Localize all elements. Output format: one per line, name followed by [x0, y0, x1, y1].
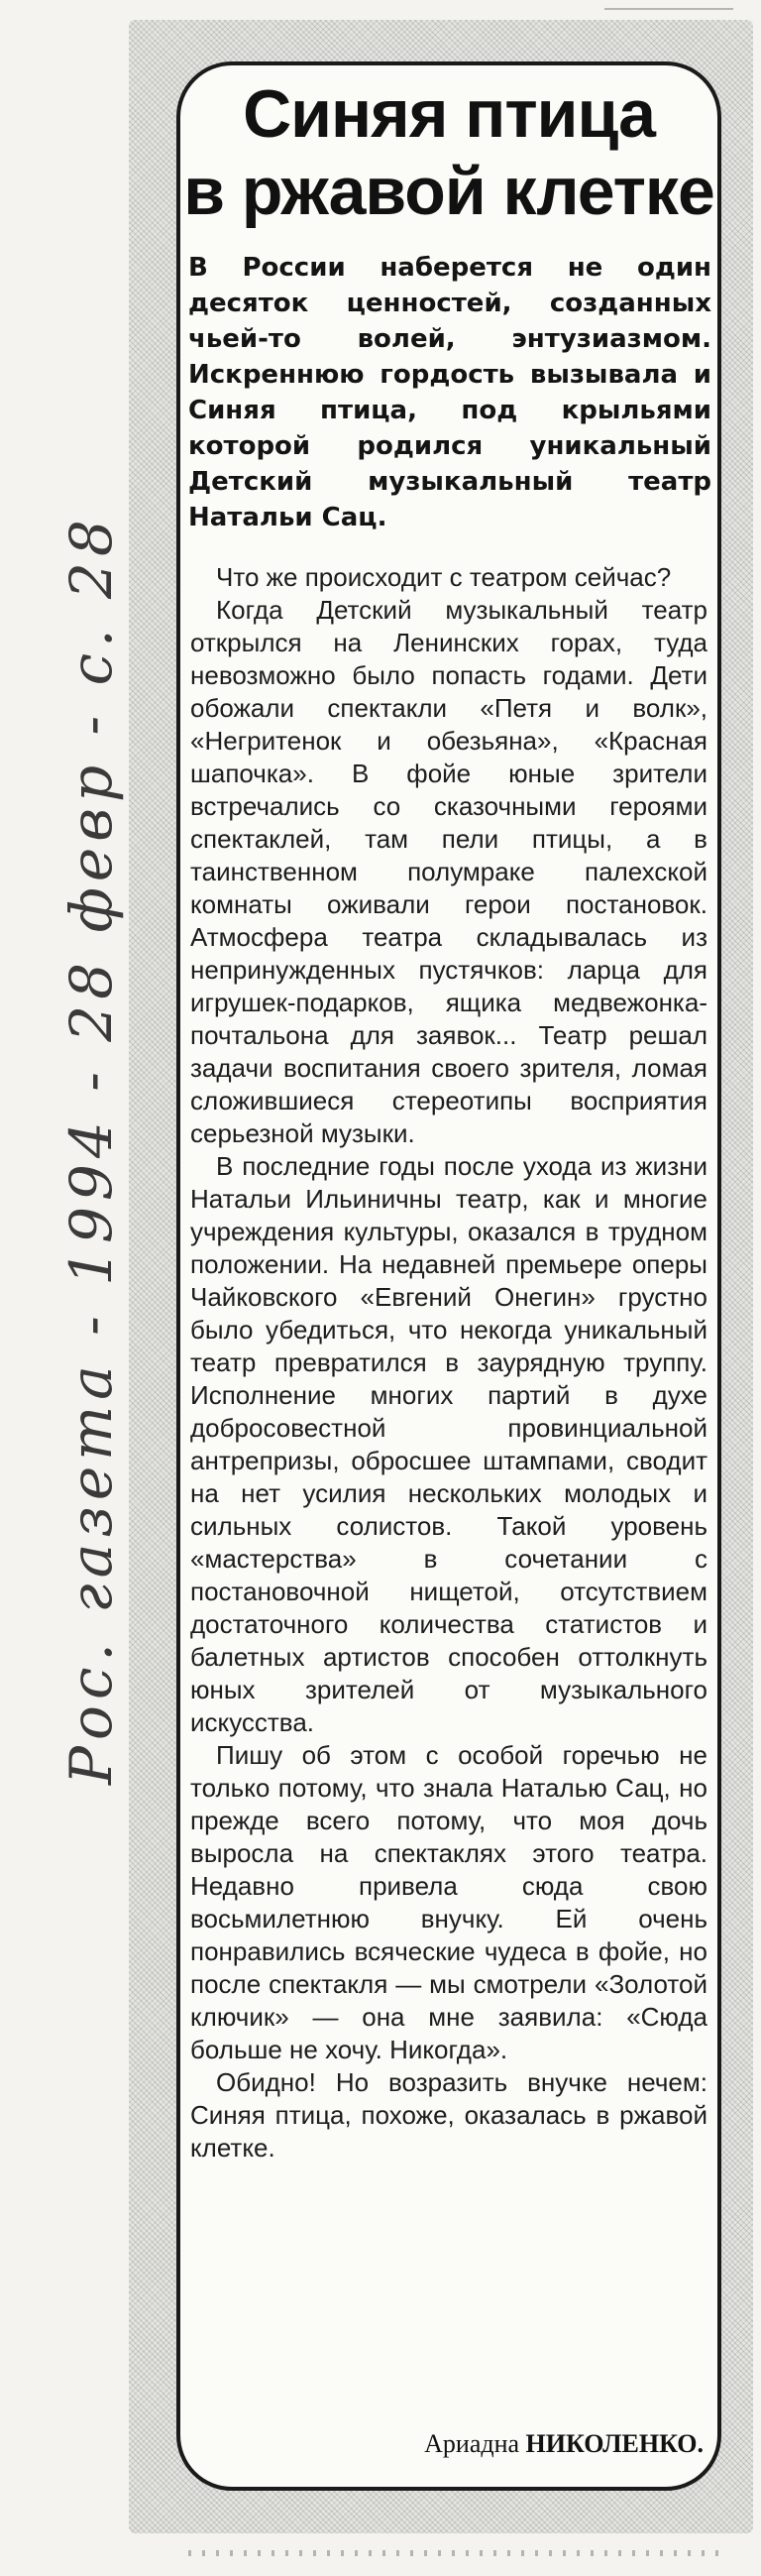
author-first-name: Ариадна [424, 2429, 520, 2458]
handwritten-source-note: Рос. газета - 1994 - 28 февр - с. 28 [57, 514, 125, 1785]
article-lead: В России наберется не один десяток ценностей, созданных чьей-то волей, энтузиазмом. Искреннюю гордость вызывала и Синяя птица, под крыльями которой родился уникальный Детский музыкальный театр Натальи Сац. [188, 253, 711, 532]
paragraph-3: В последние годы после ухода из жизни Натальи Ильиничны театр, как и многие учреждения культуры, оказался в трудном положении. На недавней премьере оперы Чайковского «Евгений Онегин» грустно было убедиться, что некогда уникальный театр превратился в заурядную труппу. Исполнение многих партий в духе добросовестной провинциальной антрепризы, обросшее штампами, сводит на нет усилия нескольких молодых и сильных солистов. Такой уровень «мастерства» в сочетании с постановочной нищетой, отсутствием достаточного количества статистов и балетных артистов способен оттолкнуть юных зрителей от музыкального искусства. [190, 1151, 707, 1737]
paragraph-2: Когда Детский музыкальный театр открылся на Ленинских горах, туда невозможно было попасть годами. Дети обожали спектакли «Петя и волк», «Негритенок и обезьяна», «Красная шапочка». В фойе юные зрители встречались со сказочными героями спектаклей, там пели птицы, а в таинственном полумраке палехской комнаты оживали герои постановок. Атмосфера театра складывалась из непринужденных пустячков: ларца для игрушек-подарков, ящика медвежонка-почтальона для заявок... Театр решал задачи воспитания своего зрителя, ломая сложившиеся стереотипы восприятия серьезной музыки. [190, 595, 707, 1148]
headline-line-2: в ржавой клетке [183, 154, 714, 229]
article-body [190, 561, 707, 2165]
author-byline [424, 2429, 704, 2459]
scan-bottom-dots [188, 2550, 723, 2556]
paragraph-5: Обидно! Но возразить внучке нечем: Синяя птица, похоже, оказалась в ржавой клетке. [190, 2067, 707, 2163]
paragraph-1: Что же происходит с театром сейчас? [216, 562, 672, 592]
headline-line-1: Синяя птица [243, 76, 655, 152]
paragraph-4: Пишу об этом с особой горечью не только потому, что знала Наталью Сац, но прежде всего потому, что моя дочь выросла на спектаклях этого театра. Недавно привела сюда свою восьмилетнюю внучку. Ей очень понравились всяческие чудеса в фойе, но после спектакля — мы смотрели «Золотой ключик» — она мне заявила: «Сюда больше не хочу. Никогда». [190, 1740, 707, 2064]
article-headline [176, 75, 721, 230]
scan-edge-line [604, 8, 733, 10]
author-last-name: НИКОЛЕНКО. [525, 2429, 704, 2458]
